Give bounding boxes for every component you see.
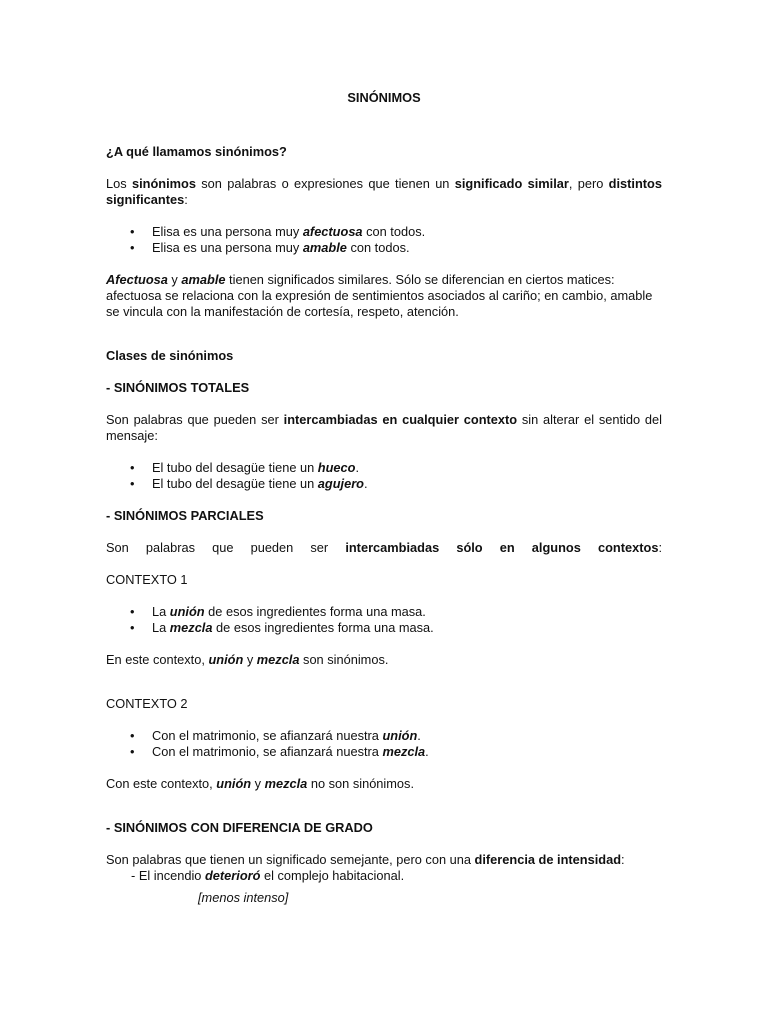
list-item bbox=[106, 460, 662, 476]
text-run: sin alterar el sentido del mensaje: bbox=[106, 412, 662, 443]
list-item bbox=[106, 620, 662, 636]
emphasis-term: afectuosa bbox=[302, 224, 363, 239]
list-item bbox=[106, 604, 662, 620]
list-item bbox=[106, 476, 662, 492]
context-2-label: CONTEXTO 2 bbox=[106, 696, 188, 711]
intensity-note-text: [menos intenso] bbox=[198, 890, 289, 905]
text-run: tienen significados similares. Sólo se diferencian en ciertos matices: afectuosa se relaciona con la expresión de sentimientos asociados al cariño; en cambio, amable se vincula con la manifestación de cortesía, respeto, atención. bbox=[106, 272, 653, 319]
text-run: En este contexto, bbox=[106, 652, 209, 667]
emphasis-term: mezcla bbox=[382, 744, 426, 759]
emphasis-term: mezcla bbox=[264, 776, 308, 791]
explanation-paragraph bbox=[106, 272, 662, 320]
example-list-context-2 bbox=[106, 728, 662, 760]
text-run: El tubo del desagüe tiene un bbox=[152, 460, 318, 475]
text-run: La bbox=[152, 620, 170, 635]
bold-term: significado similar bbox=[454, 176, 569, 191]
text-run: con todos. bbox=[362, 224, 426, 239]
section-heading-grado: - SINÓNIMOS CON DIFERENCIA DE GRADO bbox=[106, 820, 373, 835]
text-run: son sinónimos. bbox=[299, 652, 389, 667]
emphasis-term: unión bbox=[208, 652, 244, 667]
emphasis-term: agujero bbox=[317, 476, 365, 491]
list-item bbox=[106, 224, 662, 240]
text-run: Los bbox=[106, 176, 132, 191]
text-run: son palabras o expresiones que tienen un bbox=[195, 176, 455, 191]
text-run: Con este contexto, bbox=[106, 776, 217, 791]
text-run: de esos ingredientes forma una masa. bbox=[204, 604, 426, 619]
example-list-context-1 bbox=[106, 604, 662, 636]
definition-paragraph bbox=[106, 176, 662, 208]
text-run: : bbox=[621, 852, 625, 867]
text-run: El tubo del desagüe tiene un bbox=[152, 476, 318, 491]
text-run: . bbox=[417, 728, 421, 743]
bullet-icon: • bbox=[130, 604, 135, 619]
text-run: . bbox=[355, 460, 360, 475]
list-item bbox=[106, 728, 662, 744]
context-2-conclusion bbox=[106, 776, 662, 792]
text-run: , pero bbox=[568, 176, 609, 191]
section-heading-clases: Clases de sinónimos bbox=[106, 348, 234, 363]
bullet-icon: • bbox=[130, 744, 135, 759]
text-run: Elisa es una persona muy bbox=[152, 240, 303, 255]
parciales-paragraph bbox=[106, 540, 662, 556]
text-run: Con el matrimonio, se afianzará nuestra bbox=[152, 744, 383, 759]
emphasis-term: amable bbox=[181, 272, 226, 287]
text-run: Son palabras que tienen un significado semejante, pero con una bbox=[106, 852, 475, 867]
context-1-conclusion bbox=[106, 652, 662, 668]
text-run: y bbox=[167, 272, 182, 287]
grado-paragraph bbox=[106, 852, 662, 868]
text-run: y bbox=[251, 776, 265, 791]
bold-term: diferencia de intensidad bbox=[474, 852, 622, 867]
grado-example bbox=[106, 868, 662, 884]
text-run: y bbox=[243, 652, 257, 667]
emphasis-term: unión bbox=[216, 776, 252, 791]
text-run: de esos ingredientes forma una masa. bbox=[212, 620, 434, 635]
emphasis-term: mezcla bbox=[256, 652, 300, 667]
text-run: : bbox=[658, 540, 662, 555]
text-run: Elisa es una persona muy bbox=[152, 224, 303, 239]
text-run: Son palabras que pueden ser bbox=[106, 540, 346, 555]
text-run: con todos. bbox=[346, 240, 410, 255]
text-run: : bbox=[184, 192, 188, 207]
emphasis-term: amable bbox=[302, 240, 347, 255]
bullet-icon: • bbox=[130, 224, 135, 239]
context-1-label: CONTEXTO 1 bbox=[106, 572, 188, 587]
example-list-hueco bbox=[106, 460, 662, 492]
bold-term: distintos significantes bbox=[106, 176, 662, 207]
text-run: . bbox=[425, 744, 429, 759]
text-run: Son palabras que pueden ser bbox=[106, 412, 284, 427]
bullet-icon: • bbox=[130, 620, 135, 635]
text-run: . bbox=[364, 476, 368, 491]
intensity-note bbox=[106, 890, 662, 906]
text-run: no son sinónimos. bbox=[307, 776, 414, 791]
emphasis-term: mezcla bbox=[169, 620, 213, 635]
section-heading-totales: - SINÓNIMOS TOTALES bbox=[106, 380, 250, 395]
bold-term: intercambiadas sólo en algunos contextos bbox=[345, 540, 659, 555]
bullet-icon: • bbox=[130, 728, 135, 743]
bullet-icon: • bbox=[130, 476, 135, 491]
example-list-afectuosa bbox=[106, 224, 662, 256]
question-heading: ¿A qué llamamos sinónimos? bbox=[106, 144, 287, 159]
text-run: La bbox=[152, 604, 170, 619]
bullet-icon: • bbox=[130, 460, 135, 475]
bullet-icon: • bbox=[130, 240, 135, 255]
emphasis-term: unión bbox=[382, 728, 418, 743]
bold-term: sinónimos bbox=[131, 176, 196, 191]
text-run: - El incendio bbox=[131, 868, 205, 883]
text-run: Con el matrimonio, se afianzará nuestra bbox=[152, 728, 383, 743]
section-heading-parciales: - SINÓNIMOS PARCIALES bbox=[106, 508, 264, 523]
emphasis-term: unión bbox=[169, 604, 205, 619]
emphasis-term: hueco bbox=[317, 460, 356, 475]
emphasis-term: Afectuosa bbox=[106, 272, 168, 287]
list-item bbox=[106, 240, 662, 256]
emphasis-term: deterioró bbox=[204, 868, 261, 883]
text-run: el complejo habitacional. bbox=[260, 868, 405, 883]
list-item bbox=[106, 744, 662, 760]
document-title: SINÓNIMOS bbox=[347, 90, 421, 105]
bold-term: intercambiadas en cualquier contexto bbox=[283, 412, 518, 427]
totales-paragraph bbox=[106, 412, 662, 444]
